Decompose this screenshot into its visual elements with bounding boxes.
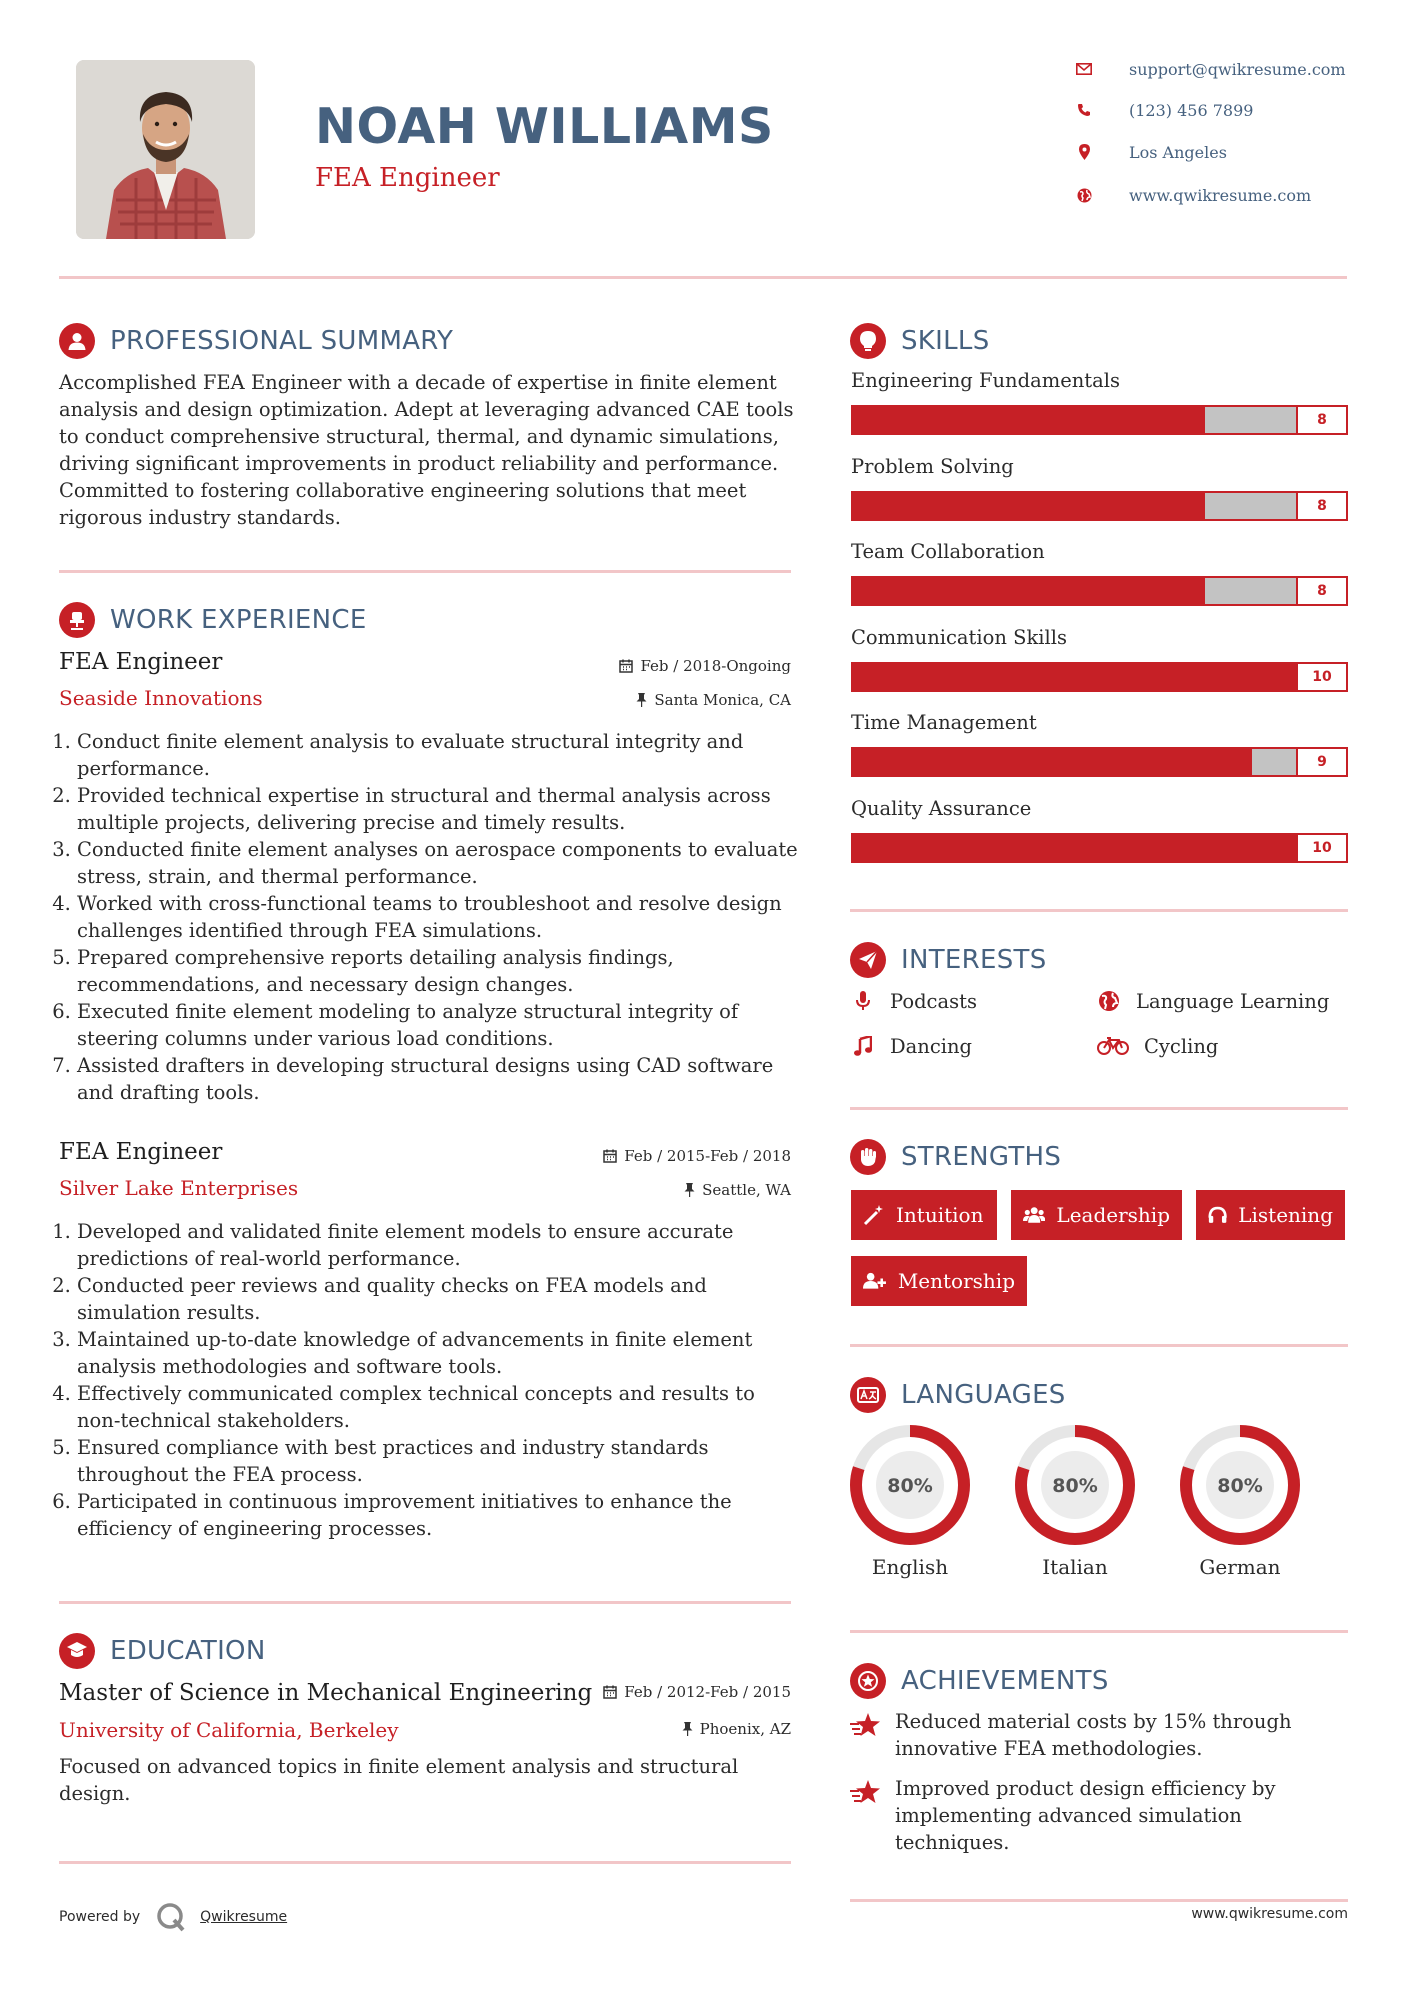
strength-tag-listening [1196,1190,1345,1240]
language-item [1014,1424,1136,1579]
user-plus-icon [863,1271,887,1291]
job-1-bullets [59,728,799,1106]
summary-heading-text: PROFESSIONAL SUMMARY [110,326,454,356]
strength-tag-mentorship [851,1256,1027,1306]
skill-score: 8 [1296,491,1348,521]
skills-heading-text: SKILLS [901,326,990,356]
strengths-divider [850,1344,1348,1347]
skill-name: Quality Assurance [851,796,1032,820]
job-2-company: Silver Lake Enterprises [59,1176,299,1200]
list-item: 2. Provided technical expertise in structural and thermal analysis across multiple projects, delivering precise and timely results. [77,782,799,836]
language-name: Italian [1042,1555,1108,1579]
list-item: 5. Ensured compliance with best practices and industry standards throughout the FEA process. [77,1434,799,1488]
languages-heading [850,1376,1066,1414]
skill-item [851,540,1348,606]
language-name: German [1199,1555,1281,1579]
graduation-cap-icon [59,1633,95,1669]
language-gauge [1014,1424,1136,1546]
language-name: English [871,1555,949,1579]
achievement-text: Reduced material costs by 15% through innovative FEA methodologies. [895,1710,1292,1760]
footer-brand-link[interactable]: Qwikresume [200,1909,288,1925]
skill-bar-fill [853,578,1205,604]
interests-divider [850,1107,1348,1110]
skill-item [851,626,1348,692]
skills-heading [850,322,990,360]
job-2-dates [491,1147,791,1165]
star-trophy-icon [850,1708,882,1762]
profile-photo [76,60,255,239]
star-trophy-icon [850,1775,882,1856]
interest-dancing [850,1033,972,1059]
candidate-title: FEA Engineer [315,163,500,193]
experience-divider [59,1601,791,1604]
calendar-icon [603,1685,617,1699]
list-item: 3. Conducted finite element analyses on aerospace components to evaluate stress, strain, and thermal performance. [77,836,799,890]
globe-icon [1073,184,1095,206]
education-dates-text: Feb / 2012-Feb / 2015 [624,1683,791,1701]
magic-wand-icon [863,1204,885,1226]
language-percent: 80% [1217,1475,1263,1497]
contact-location [1073,141,1227,163]
skill-score: 8 [1296,405,1348,435]
translate-icon [850,1377,886,1413]
interest-podcasts [850,988,977,1014]
achievement-1 [850,1708,1340,1762]
lightbulb-icon [850,323,886,359]
briefcase-chair-icon [59,602,95,638]
interest-label: Language Learning [1136,989,1330,1013]
list-item: 1. Developed and validated finite element models to ensure accurate predictions of real-world performance. [77,1218,799,1272]
skill-bar [851,747,1348,777]
envelope-icon [1073,58,1095,80]
list-item: 6. Executed finite element modeling to analyze structural integrity of steering columns under various load conditions. [77,998,799,1052]
language-gauge [1179,1424,1301,1546]
job-1-dates-text: Feb / 2018-Ongoing [640,657,791,675]
skill-name: Problem Solving [851,454,1014,478]
job-2-location-text: Seattle, WA [702,1181,791,1199]
achievement-2 [850,1775,1340,1856]
skill-bar-fill [853,664,1346,690]
job-1-title: FEA Engineer [59,649,223,675]
list-item: 4. Effectively communicated complex technical concepts and results to non-technical stakeholders. [77,1380,799,1434]
experience-heading-text: WORK EXPERIENCE [110,605,367,635]
star-badge-icon [850,1663,886,1699]
job-1-location [491,691,791,709]
headphones-icon [1208,1205,1227,1225]
interests-heading [850,941,1047,979]
language-percent: 80% [1052,1475,1098,1497]
interest-language-learning [1096,988,1329,1014]
skill-bar [851,405,1348,435]
qwikresume-logo-icon [156,1902,186,1932]
languages-divider [850,1630,1348,1633]
footer-powered-by-text: Powered by [59,1909,141,1925]
list-item: 4. Worked with cross-functional teams to troubleshoot and resolve design challenges identified through FEA simulations. [77,890,799,944]
pushpin-icon [636,693,647,707]
language-percent: 80% [887,1475,933,1497]
skill-name: Communication Skills [851,625,1068,649]
skill-item [851,711,1348,777]
contact-website[interactable] [1073,184,1311,206]
skill-bar-fill [853,749,1252,775]
list-item: 3. Maintained up-to-date knowledge of advancements in finite element analysis methodologies and software tools. [77,1326,799,1380]
skill-bar [851,662,1348,692]
job-2-location [491,1181,791,1199]
summary-text: Accomplished FEA Engineer with a decade of expertise in finite element analysis and design optimization. Adept at leveraging advanced CAE tools to conduct comprehensive structural, thermal, and dynamic simulations, driving significant improvements in product reliability and performance. Committed to fostering collaborative engineering solutions that meet rigorous industry standards. [59,371,794,529]
contact-email-text: support@qwikresume.com [1129,59,1346,79]
skill-bar [851,491,1348,521]
skill-bar [851,576,1348,606]
user-icon [59,323,95,359]
list-item: 5. Prepared comprehensive reports detailing analysis findings, recommendations, and necessary design changes. [77,944,799,998]
header-divider [59,276,1347,279]
footer-powered-by [59,1902,287,1932]
interest-cycling [1096,1033,1218,1059]
skill-item [851,369,1348,435]
strength-tag-intuition [851,1190,997,1240]
interest-label: Cycling [1144,1034,1219,1058]
calendar-icon [619,659,633,673]
achievements-heading [850,1662,1109,1700]
language-item [1179,1424,1301,1579]
languages-heading-text: LANGUAGES [901,1380,1066,1410]
job-2-title: FEA Engineer [59,1139,223,1165]
job-1-location-text: Santa Monica, CA [654,691,791,709]
skill-score: 10 [1296,833,1348,863]
strength-label: Leadership [1056,1203,1170,1227]
language-item [849,1424,971,1579]
education-location [591,1720,791,1738]
strength-tag-leadership [1011,1190,1182,1240]
job-1-dates [491,657,791,675]
job-2-dates-text: Feb / 2015-Feb / 2018 [624,1147,791,1165]
summary-heading [59,322,453,360]
strength-label: Intuition [896,1203,984,1227]
contact-website-text: www.qwikresume.com [1129,185,1312,205]
experience-heading [59,601,367,639]
list-item: 6. Participated in continuous improvement initiatives to enhance the efficiency of engineering processes. [77,1488,799,1542]
strength-label: Mentorship [897,1269,1015,1293]
skill-score: 10 [1296,662,1348,692]
summary-divider [59,570,791,573]
interest-label: Podcasts [890,989,977,1013]
contact-phone[interactable] [1073,99,1253,121]
contact-location-text: Los Angeles [1129,142,1227,162]
education-description: Focused on advanced topics in finite element analysis and structural design. [59,1755,739,1805]
candidate-name: NOAH WILLIAMS [315,98,774,155]
interests-heading-text: INTERESTS [901,945,1047,975]
music-note-icon [850,1033,876,1059]
skill-item [851,455,1348,521]
education-degree: Master of Science in Mechanical Engineering [59,1680,593,1706]
phone-icon [1073,99,1095,121]
skill-name: Team Collaboration [851,540,1045,563]
pushpin-icon [682,1722,693,1736]
education-divider [59,1861,791,1864]
education-heading [59,1632,266,1670]
skill-name: Time Management [851,711,1037,734]
fist-icon [850,1139,886,1175]
job-1-company: Seaside Innovations [59,686,263,710]
pushpin-icon [684,1183,695,1197]
contact-email[interactable] [1073,58,1346,80]
calendar-icon [603,1149,617,1163]
skill-item [851,797,1348,863]
strengths-heading-text: STRENGTHS [901,1142,1062,1172]
footer-website[interactable]: www.qwikresume.com [1191,1906,1348,1922]
bicycle-icon [1096,1033,1130,1059]
list-item: 7. Assisted drafters in developing structural designs using CAD software and drafting tools. [77,1052,799,1106]
skill-name: Engineering Fundamentals [851,369,1121,392]
contact-phone-text: (123) 456 7899 [1129,100,1254,120]
skill-bar-fill [853,407,1205,433]
paper-plane-icon [850,942,886,978]
globe-icon [1096,988,1122,1014]
achievement-text: Improved product design efficiency by implementing advanced simulation techniques. [895,1777,1276,1854]
users-icon [1023,1205,1045,1225]
skill-score: 9 [1296,747,1348,777]
education-heading-text: EDUCATION [110,1636,266,1666]
languages-list [849,1424,1349,1584]
education-location-text: Phoenix, AZ [699,1720,791,1738]
skills-divider [850,909,1348,912]
achievements-divider [850,1899,1348,1902]
list-item: 1. Conduct finite element analysis to evaluate structural integrity and performance. [77,728,799,782]
list-item: 2. Conducted peer reviews and quality checks on FEA models and simulation results. [77,1272,799,1326]
language-gauge [849,1424,971,1546]
skill-bar-fill [853,835,1346,861]
strengths-heading [850,1138,1061,1176]
skill-bar [851,833,1348,863]
achievements-heading-text: ACHIEVEMENTS [901,1666,1109,1696]
interest-label: Dancing [890,1034,973,1058]
microphone-icon [850,988,876,1014]
map-pin-icon [1073,141,1095,163]
job-2-bullets [59,1218,799,1542]
education-school: University of California, Berkeley [59,1718,399,1742]
skill-bar-fill [853,493,1205,519]
education-dates [591,1683,791,1701]
strength-label: Listening [1238,1203,1333,1227]
skill-score: 8 [1296,576,1348,606]
